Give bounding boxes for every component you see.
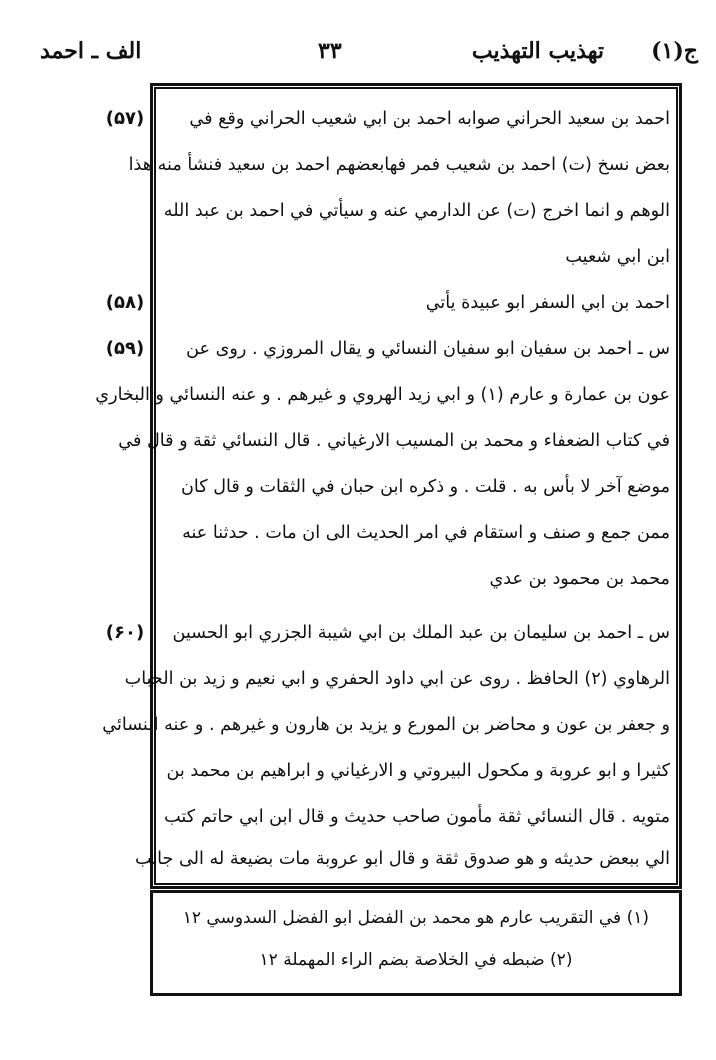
footnote: (۱) في التقريب عارم هو محمد بن الفضل ابو الفضل السدوسي ۱۲ <box>182 908 649 928</box>
text-line: و جعفر بن عون و محاضر بن المورع و يزيد بن هارون و غيرهم . و عنه النسائي <box>102 715 670 735</box>
text-line: عون بن عمارة و عارم (۱) و ابي زيد الهروي و غيرهم . و عنه النسائي و البخاري <box>95 385 670 405</box>
text-line: احمد بن ابي السفر ابو عبيدة يأتي <box>425 293 670 313</box>
text-line: س ـ احمد بن سليمان بن عبد الملك بن ابي شيبة الجزري ابو الحسين <box>172 623 670 643</box>
book-title: تهذيب التهذيب <box>471 38 604 64</box>
entry-number: (۶۰) <box>105 622 145 643</box>
text-line: ابن ابي شعيب <box>565 247 670 267</box>
entry-number: (۵۹) <box>105 338 145 359</box>
page-number: ۳۳ <box>318 38 342 64</box>
text-line: الي ببعض حديثه و هو صدوق ثقة و قال ابو عروبة مات بضيعة له الى جانب <box>134 849 670 869</box>
text-line: متويه . قال النسائي ثقة مأمون صاحب حديث و قال ابن ابي حاتم كتب <box>164 807 670 827</box>
text-line: كثيرا و ابو عروبة و مكحول البيروتي و الارغياني و ابراهيم بن محمد بن <box>166 761 670 781</box>
footnote: (۲) ضبطه في الخلاصة بضم الراء المهملة ۱۲ <box>259 950 573 970</box>
section-heading: الف ـ احمد <box>40 38 142 64</box>
text-line: موضع آخر لا بأس به . قلت . و ذكره ابن حبان في الثقات و قال كان <box>181 477 670 497</box>
entry-number: (۵۸) <box>105 292 145 313</box>
text-line: الوهم و انما اخرج (ت) عن الدارمي عنه و سيأتي في احمد بن عبد الله <box>163 201 670 221</box>
text-line: ممن جمع و صنف و استقام في امر الحديث الى ان مات . حدثنا عنه <box>182 523 670 543</box>
entry-number: (۵۷) <box>105 108 145 129</box>
text-line: الرهاوي (۲) الحافظ . روى عن ابي داود الحفري و ابي نعيم و زيد بن الحباب <box>124 669 670 689</box>
text-line: بعض نسخ (ت) احمد بن شعيب فمر فهابعضهم احمد بن سعيد فنشأ منه هذا <box>128 155 670 175</box>
running-header <box>0 38 716 78</box>
footnotes-box <box>150 890 682 996</box>
volume-number: ج(۱) <box>651 38 698 64</box>
text-line: محمد بن محمود بن عدي <box>489 569 670 589</box>
text-line: احمد بن سعيد الحراني صوابه احمد بن ابي شعيب الحراني وقع في <box>189 109 670 129</box>
text-line: س ـ احمد بن سفيان ابو سفيان النسائي و يقال المروزي . روى عن <box>186 339 670 359</box>
text-line: في كتاب الضعفاء و محمد بن المسيب الارغياني . قال النسائي ثقة و قال في <box>118 431 670 451</box>
